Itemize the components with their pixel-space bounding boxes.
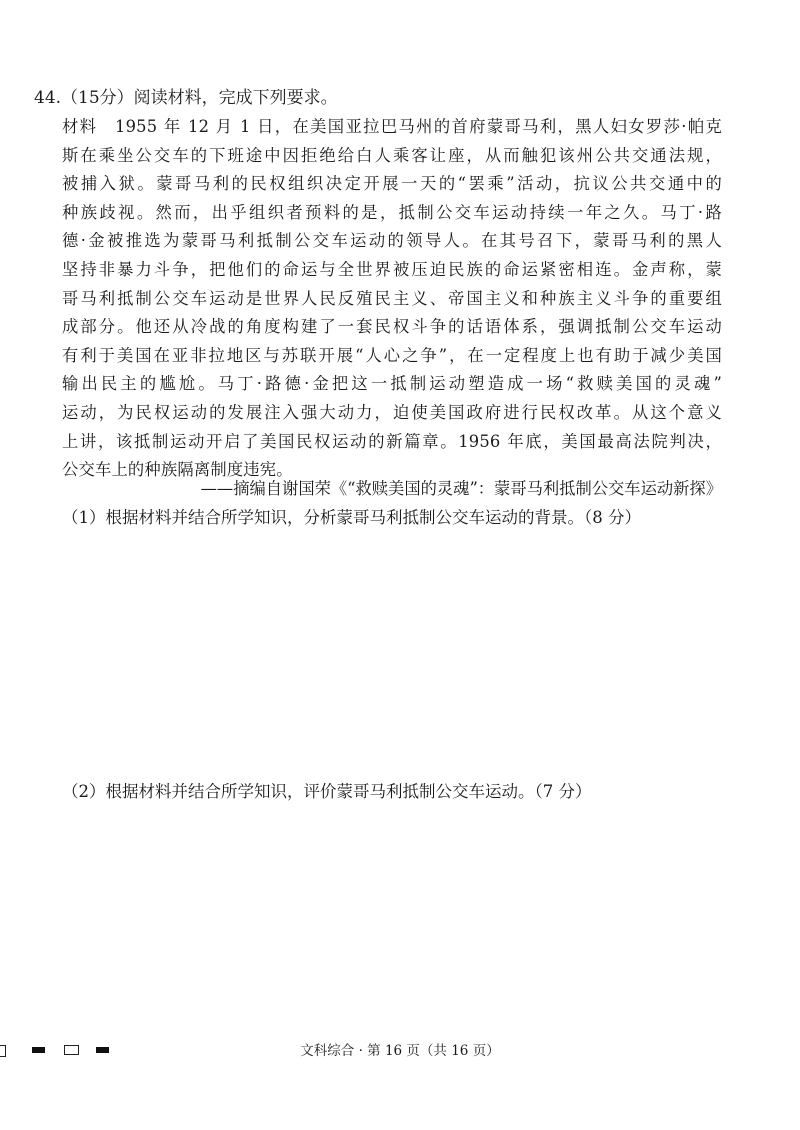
- material-line: 哥马利抵制公交车运动是世界人民反殖民主义、帝国主义和种族主义斗争的重要组: [62, 288, 722, 308]
- material-line: 坚持非暴力斗争，把他们的命运与全世界被压迫民族的命运紧密相连。金声称，蒙: [62, 259, 722, 279]
- material-source: ——摘编自谢国荣《“救赎美国的灵魂”：蒙哥马利抵制公交车运动新探》: [200, 479, 722, 498]
- material-line: 成部分。他还从冷战的角度构建了一套民权斗争的话语体系，强调抵制公交车运动: [62, 317, 722, 337]
- page-number: 文科综合 · 第 16 页（共 16 页）: [300, 1043, 500, 1059]
- page-footer: [0, 1041, 800, 1065]
- material-line: 被捕入狱。蒙哥马利的民权组织决定开展一天的“罢乘”活动，抗议公共交通中的: [62, 174, 722, 194]
- sub-question-1: （1）根据材料并结合所学知识，分析蒙哥马利抵制公交车运动的背景。（8 分）: [62, 508, 641, 527]
- material-line: 种族歧视。然而，出乎组织者预料的是，抵制公交车运动持续一年之久。马丁·路: [62, 202, 722, 222]
- material-line: 公交车上的种族隔离制度违宪。: [62, 460, 293, 480]
- material-line: 有利于美国在亚非拉地区与苏联开展“人心之争”，在一定程度上也有助于减少美国: [62, 345, 722, 365]
- material-line: 上讲，该抵制运动开启了美国民权运动的新篇章。1956 年底，美国最高法院判决，: [62, 431, 722, 451]
- material-line: 德·金被推选为蒙哥马利抵制公交车运动的领导人。在其号召下，蒙哥马利的黑人: [62, 231, 722, 251]
- sub-question-2: （2）根据材料并结合所学知识，评价蒙哥马利抵制公交车运动。（7 分）: [62, 782, 592, 801]
- material-passage: [62, 113, 722, 485]
- material-line: 输出民主的尴尬。马丁·路德·金把这一抵制运动塑造成一场“救赎美国的灵魂”: [62, 374, 722, 394]
- material-line: 运动，为民权运动的发展注入强大动力，迫使美国政府进行民权改革。从这个意义: [62, 402, 722, 422]
- material-line: 斯在乘坐公交车的下班途中因拒绝给白人乘客让座，从而触犯该州公共交通法规，: [62, 145, 722, 165]
- question-header: 44.（15分）阅读材料，完成下列要求。: [34, 88, 338, 108]
- material-line: 材料 1955 年 12 月 1 日，在美国亚拉巴马州的首府蒙哥马利，黑人妇女罗莎·帕克: [62, 117, 722, 136]
